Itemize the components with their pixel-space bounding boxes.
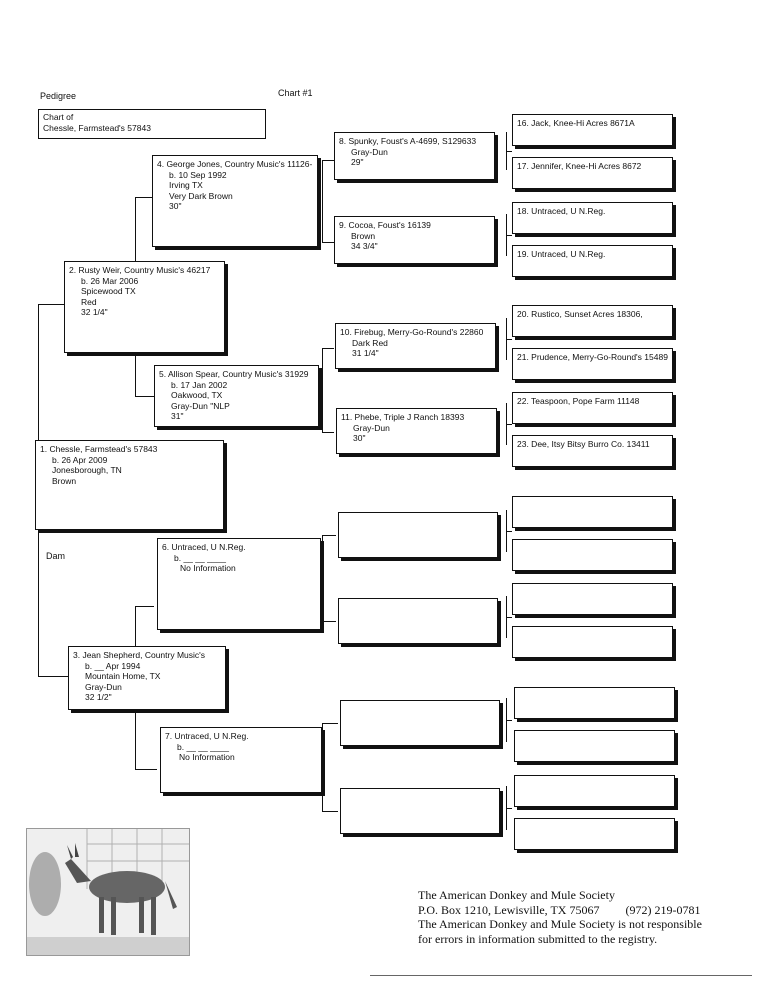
animal-3-box[interactable] — [68, 646, 226, 710]
connector-line — [506, 720, 512, 721]
connector-line — [506, 235, 512, 236]
dam-label: Dam — [46, 551, 66, 561]
connector-line — [322, 535, 323, 621]
connector-line — [135, 606, 136, 648]
animal-10-name: 10. Firebug, Merry-Go-Round's 22860 — [340, 327, 484, 337]
footer-disclaimer-2: for errors in information submitted to the registry. — [418, 931, 658, 946]
animal-22-box[interactable] — [512, 392, 673, 424]
animal-16-box[interactable] — [512, 114, 673, 146]
animal-6-info: No Information — [180, 563, 236, 573]
animal-6-name: 6. Untraced, U N.Reg. — [162, 542, 246, 552]
animal-2-place: Spicewood TX — [81, 286, 136, 296]
connector-line — [322, 535, 336, 536]
connector-line — [38, 304, 64, 305]
animal-3-color: Gray-Dun — [85, 681, 122, 692]
connector-line — [135, 197, 136, 261]
animal-6-box[interactable] — [157, 538, 321, 630]
empty-box-13[interactable] — [338, 598, 498, 644]
connector-line — [506, 617, 512, 618]
connector-line — [322, 348, 323, 432]
animal-9-box[interactable] — [334, 216, 495, 264]
connector-line — [322, 723, 338, 724]
animal-5-height: 31" — [171, 411, 184, 421]
animal-21-name: 21. Prudence, Merry-Go-Round's 15489 — [517, 352, 668, 362]
animal-2-name: 2. Rusty Weir, Country Music's 46217 — [69, 265, 211, 275]
animal-4-name: 4. George Jones, Country Music's 11126- — [157, 159, 313, 169]
animal-21-box[interactable] — [512, 348, 673, 380]
animal-19-name: 19. Untraced, U N.Reg. — [517, 249, 606, 259]
chart-of-subject: Chessle, Farmstead's 57843 — [43, 122, 151, 133]
animal-11-height: 30" — [353, 433, 366, 443]
animal-4-box[interactable] — [152, 155, 318, 247]
animal-1-color: Brown — [52, 475, 77, 486]
animal-2-color: Red — [81, 296, 97, 307]
animal-11-color: Gray-Dun — [353, 422, 390, 433]
chart-of-label: Chart of — [43, 112, 74, 122]
animal-20-box[interactable] — [512, 305, 673, 337]
connector-line — [135, 354, 136, 396]
animal-3-place: Mountain Home, TX — [85, 671, 161, 681]
connector-line — [322, 723, 323, 811]
animal-8-color: Gray-Dun — [351, 146, 388, 157]
footer-org: The American Donkey and Mule Society — [418, 888, 615, 902]
animal-17-name: 17. Jennifer, Knee-Hi Acres 8672 — [517, 161, 642, 171]
animal-2-box[interactable] — [64, 261, 225, 353]
animal-23-box[interactable] — [512, 435, 673, 467]
animal-1-born: b. 26 Apr 2009 — [52, 454, 108, 465]
animal-8-box[interactable] — [334, 132, 495, 180]
connector-line — [506, 424, 512, 425]
animal-11-name: 11. Phebe, Triple J Ranch 18393 — [341, 412, 465, 422]
connector-line — [506, 808, 512, 809]
chart-number: Chart #1 — [278, 88, 313, 98]
connector-line — [135, 396, 154, 397]
animal-1-box[interactable] — [35, 440, 224, 530]
animal-5-place: Oakwood, TX — [171, 390, 223, 400]
animal-5-name: 5. Allison Spear, Country Music's 31929 — [159, 369, 309, 379]
animal-23-name: 23. Dee, Itsy Bitsy Burro Co. 13411 — [517, 439, 650, 449]
donkey-photo — [26, 828, 190, 956]
empty-box-25[interactable] — [512, 539, 673, 571]
animal-7-born: b. __ __ ____ — [177, 741, 229, 752]
animal-7-box[interactable] — [160, 727, 322, 793]
connector-line — [322, 160, 323, 242]
connector-line — [506, 339, 512, 340]
donkey-photo-icon — [27, 829, 189, 955]
empty-box-29[interactable] — [514, 730, 675, 762]
animal-4-born: b. 10 Sep 1992 — [169, 169, 227, 180]
animal-9-name: 9. Cocoa, Foust's 16139 — [339, 220, 431, 230]
empty-box-14[interactable] — [340, 700, 500, 746]
animal-19-box[interactable] — [512, 245, 673, 277]
animal-8-name: 8. Spunky, Foust's A-4699, S129633 — [339, 136, 477, 146]
connector-line — [322, 811, 338, 812]
chart-of-box — [38, 109, 266, 139]
animal-1-name: 1. Chessle, Farmstead's 57843 — [40, 444, 158, 454]
animal-10-color: Dark Red — [352, 337, 388, 348]
footer-phone: (972) 219-0781 — [625, 902, 701, 917]
footer-address-line — [418, 903, 702, 918]
empty-box-28[interactable] — [514, 687, 675, 719]
animal-20-name: 20. Rustico, Sunset Acres 18306, — [517, 309, 643, 319]
animal-9-height: 34 3/4" — [351, 241, 378, 251]
animal-5-born: b. 17 Jan 2002 — [171, 379, 228, 390]
connector-line — [38, 676, 68, 677]
animal-9-color: Brown — [351, 230, 376, 241]
animal-5-color: Gray-Dun "NLP — [171, 400, 230, 411]
animal-4-place: Irving TX — [169, 180, 203, 190]
connector-line — [506, 531, 512, 532]
connector-line — [135, 711, 136, 769]
empty-box-26[interactable] — [512, 583, 673, 615]
connector-line — [506, 151, 512, 152]
connector-line — [322, 621, 336, 622]
empty-box-15[interactable] — [340, 788, 500, 834]
animal-3-name: 3. Jean Shepherd, Country Music's — [73, 650, 206, 660]
empty-box-24[interactable] — [512, 496, 673, 528]
animal-10-box[interactable] — [335, 323, 496, 369]
animal-11-box[interactable] — [336, 408, 497, 454]
connector-line — [135, 606, 154, 607]
footer — [418, 888, 702, 946]
connector-line — [322, 432, 334, 433]
animal-4-height: 30" — [169, 201, 182, 211]
connector-line — [322, 348, 334, 349]
animal-16-name: 16. Jack, Knee-Hi Acres 8671A — [517, 118, 635, 128]
animal-10-height: 31 1/4" — [352, 348, 379, 358]
animal-1-place: Jonesborough, TN — [52, 465, 122, 475]
animal-6-born: b. __ __ ____ — [174, 552, 226, 563]
footer-address: P.O. Box 1210, Lewisville, TX 75067 — [418, 902, 600, 917]
animal-18-name: 18. Untraced, U N.Reg. — [517, 206, 606, 216]
animal-5-box[interactable] — [154, 365, 319, 427]
animal-22-name: 22. Teaspoon, Pope Farm 11148 — [517, 396, 640, 406]
connector-line — [38, 304, 39, 440]
pedigree-label: Pedigree — [40, 91, 77, 101]
connector-line — [322, 160, 334, 161]
animal-3-born: b. __ Apr 1994 — [85, 660, 141, 671]
connector-line — [38, 531, 39, 676]
connector-line — [322, 242, 334, 243]
empty-box-12[interactable] — [338, 512, 498, 558]
footer-disclaimer-1: The American Donkey and Mule Society is not responsible — [418, 917, 702, 931]
empty-box-30[interactable] — [514, 775, 675, 807]
animal-17-box[interactable] — [512, 157, 673, 189]
animal-7-name: 7. Untraced, U N.Reg. — [165, 731, 249, 741]
connector-line — [135, 769, 157, 770]
bottom-rule — [370, 975, 752, 976]
animal-8-height: 29" — [351, 157, 364, 167]
animal-2-born: b. 26 Mar 2006 — [81, 275, 139, 286]
animal-7-info: No Information — [179, 752, 235, 762]
animal-4-color: Very Dark Brown — [169, 190, 233, 201]
animal-2-height: 32 1/4" — [81, 307, 108, 317]
empty-box-27[interactable] — [512, 626, 673, 658]
animal-18-box[interactable] — [512, 202, 673, 234]
empty-box-31[interactable] — [514, 818, 675, 850]
animal-3-height: 32 1/2" — [85, 692, 112, 702]
